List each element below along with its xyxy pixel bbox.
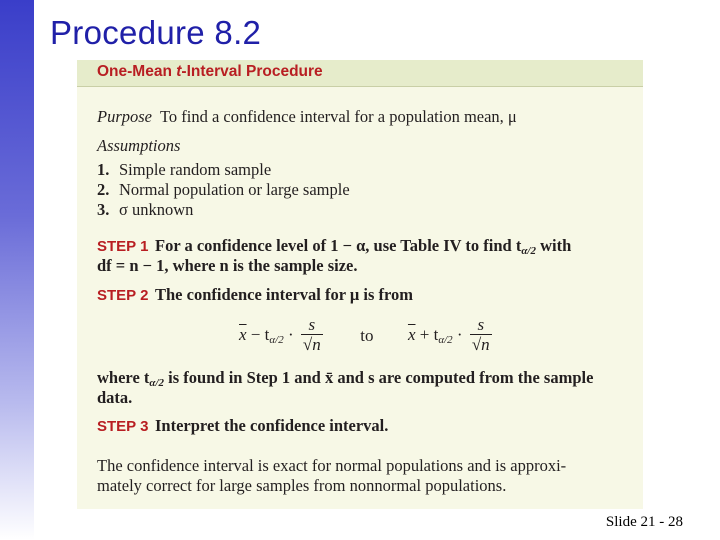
assumption-text: Simple random sample bbox=[119, 160, 272, 179]
assumption-text: σ unknown bbox=[119, 200, 194, 219]
panel-title bbox=[97, 63, 323, 81]
assumption-item bbox=[97, 200, 193, 220]
step1-line2: df = n − 1, where n is the sample size. bbox=[97, 256, 358, 275]
procedure-panel bbox=[77, 60, 643, 509]
assumption-number: 1. bbox=[97, 160, 110, 179]
purpose-text: To find a confidence interval for a population mean, μ bbox=[159, 107, 517, 126]
assumption-number: 2. bbox=[97, 180, 110, 199]
panel-header bbox=[77, 60, 643, 87]
purpose-line bbox=[97, 107, 517, 127]
formula-dot-right: · bbox=[452, 325, 463, 344]
formula-fraction-right bbox=[470, 316, 492, 355]
slide-number: Slide 21 - 28 bbox=[605, 514, 683, 530]
formula-to: to bbox=[360, 325, 374, 345]
formula-subscript-right: α/2 bbox=[438, 334, 453, 346]
formula-minus-t: − t bbox=[246, 325, 270, 344]
step2-label: STEP 2 bbox=[97, 287, 149, 304]
step1-line1-subscript: α/2 bbox=[521, 245, 536, 257]
fraction-numerator: s bbox=[308, 315, 316, 334]
side-gradient-band bbox=[0, 0, 34, 540]
step2-where-subscript: α/2 bbox=[149, 377, 165, 389]
note-line2: mately correct for large samples from nonnormal populations. bbox=[97, 476, 507, 495]
formula-fraction-left bbox=[301, 316, 323, 355]
assumption-number: 3. bbox=[97, 200, 110, 219]
step2-where-line2: data. bbox=[97, 388, 133, 407]
panel-title-suffix: -Interval Procedure bbox=[181, 63, 323, 80]
purpose-label: Purpose bbox=[97, 107, 152, 126]
formula-dot-left: · bbox=[283, 325, 294, 344]
formula-subscript-left: α/2 bbox=[269, 334, 284, 346]
fraction-denominator: √n bbox=[471, 335, 490, 354]
assumption-text: Normal population or large sample bbox=[119, 180, 350, 199]
confidence-interval-formula bbox=[239, 316, 495, 362]
slide-title: Procedure 8.2 bbox=[50, 14, 262, 51]
step2-where-end: is found in Step 1 and x̄ and s are computed from the sample bbox=[164, 368, 594, 387]
step1-label: STEP 1 bbox=[97, 238, 149, 255]
fraction-numerator: s bbox=[477, 315, 485, 334]
step3-label: STEP 3 bbox=[97, 418, 149, 435]
assumptions-label: Assumptions bbox=[97, 136, 181, 155]
step1-line1-text: For a confidence level of 1 − α, use Table IV to find t bbox=[155, 236, 522, 255]
step2-where-text: where t bbox=[97, 368, 150, 387]
step3-text: Interpret the confidence interval. bbox=[155, 416, 389, 435]
fraction-denominator: √n bbox=[302, 335, 321, 354]
step2-where-line1 bbox=[97, 368, 593, 393]
formula-xbar-left: $\overline{x}$ bbox=[239, 325, 247, 344]
assumption-item bbox=[97, 160, 271, 180]
note-line1: The confidence interval is exact for normal populations and is approxi- bbox=[97, 456, 567, 475]
assumption-item bbox=[97, 180, 350, 200]
panel-title-t: t bbox=[176, 63, 182, 80]
formula-plus-t: + t bbox=[415, 325, 439, 344]
step1-line1-end: with bbox=[536, 236, 572, 255]
panel-title-prefix: One-Mean bbox=[97, 63, 177, 80]
formula-xbar-right: $\overline{x}$ bbox=[407, 325, 416, 344]
step2-text: The confidence interval for μ is from bbox=[155, 285, 414, 304]
